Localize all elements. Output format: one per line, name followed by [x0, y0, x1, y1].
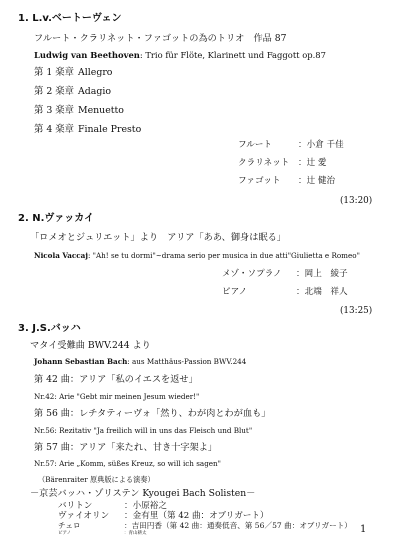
- s1-performer: フルート ：小倉 千佳: [238, 140, 344, 150]
- s2-title-jp: 「ロメオとジュリエット」より アリア「ああ、御身は眠る」: [30, 232, 286, 243]
- s1-title-en-text: : Trio für Flöte, Klarinett und Faggott op.87: [139, 50, 326, 60]
- s2-heading: 2. N.ヴァッカイ: [18, 213, 95, 224]
- s1-composer-en: Ludwig van Beethoven: [34, 50, 140, 60]
- s1-title-en: [34, 51, 326, 59]
- page-number: 1: [360, 524, 367, 535]
- s1-movement: 第 1 楽章 Allegro: [34, 67, 113, 78]
- s3-piece-de: Nr.42: Arie "Gebt mir meinen Jesum wieder!": [34, 392, 200, 401]
- s3-composer-en: Johann Sebastian Bach: [34, 357, 128, 366]
- s3-ensemble: －京芸バッハ・ゾリステン Kyougei Bach Solisten－: [30, 488, 256, 499]
- s2-time: (13:25): [340, 306, 373, 316]
- s2-title-en: [34, 252, 360, 259]
- s2-title-en-text: : "Ah! se tu dormi"~drama serio per musica in due atti"Giulietta e Romeo": [87, 251, 360, 260]
- s1-heading: 1. L.v.ベートーヴェン: [18, 13, 122, 24]
- s3-performer: チェロ ：吉田円香（第 42 曲：通奏低音、第 56／57 曲：オブリガート）: [58, 521, 352, 530]
- s3-performer: ピアノ ：青山耕太: [58, 531, 147, 536]
- s3-title-jp: マタイ受難曲 BWV.244 より: [30, 340, 151, 351]
- s3-piece-jp: 第 57 曲：アリア「来たれ、甘き十字架よ」: [34, 442, 218, 453]
- s1-time: (13:20): [340, 196, 373, 206]
- s3-performer: ヴァイオリン ：金有里（第 42 曲：オブリガート）: [58, 511, 269, 521]
- s3-title-en: [34, 358, 246, 365]
- s1-performer: クラリネット ：辻 愛: [238, 158, 327, 168]
- s1-movement: 第 2 楽章 Adagio: [34, 86, 112, 97]
- s1-movement: 第 3 楽章 Menuetto: [34, 105, 124, 116]
- s3-edition-note: （Bärenraiter 原典版による演奏）: [38, 475, 155, 484]
- s1-movement: 第 4 楽章 Finale Presto: [34, 124, 142, 135]
- s2-performer: ピアノ ：北端 祥人: [222, 287, 348, 297]
- s3-heading: 3. J.S.バッハ: [18, 323, 81, 334]
- s3-piece-de: Nr.56: Rezitativ "Ja freilich will in uns das Fleisch und Blut": [34, 426, 253, 435]
- s3-piece-jp: 第 42 曲：アリア「私のイエスを返せ」: [34, 374, 198, 385]
- s2-performer: メゾ・ソプラノ ：岡上 綾子: [222, 269, 348, 279]
- s3-piece-jp: 第 56 曲：レチタティーヴォ「然り、わが肉とわが血も」: [34, 408, 271, 419]
- s3-title-en-text: : aus Matthäus-Passion BWV.244: [127, 357, 247, 366]
- s2-composer-en: Nicola Vaccaj: [34, 251, 88, 260]
- s3-piece-de: Nr.57: Arie „Komm, süßes Kreuz, so will ich sagen": [34, 459, 221, 468]
- s1-title-jp: フルート・クラリネット・ファゴットの為のトリオ 作品 87: [34, 33, 287, 44]
- s1-performer: ファゴット ：辻 健治: [238, 176, 336, 186]
- s3-performer: バリトン ：小原裕之: [58, 501, 167, 511]
